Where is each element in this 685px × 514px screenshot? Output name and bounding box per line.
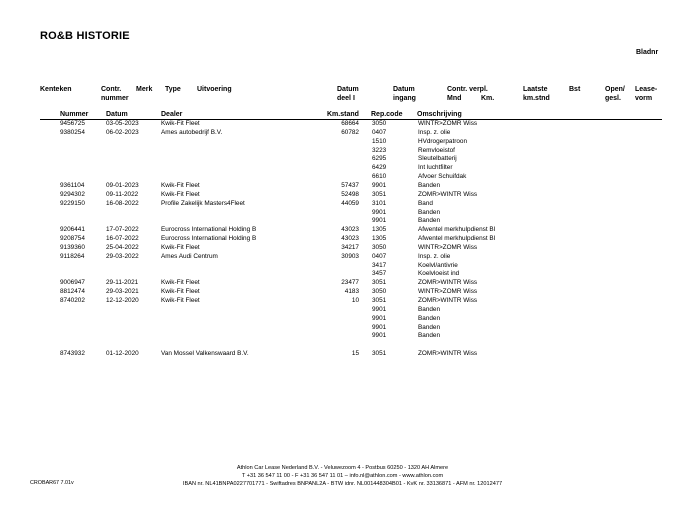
cell-omschrijving: Int luchtfilter — [418, 164, 453, 172]
cell-kmstand: 68664 — [341, 120, 359, 127]
cell-kmstand: 43023 — [341, 235, 359, 243]
cell-omschrijving: Banden — [418, 181, 441, 189]
cell-kmstand: 4183 — [344, 288, 359, 296]
form-version: CROBAR67 7.01v — [30, 480, 74, 486]
cell-omschrijving: ZOMR>WINTR Wiss — [418, 297, 478, 304]
cell-nummer: 9139360 — [60, 243, 85, 251]
cell-repcode: 9901 — [372, 208, 387, 216]
cell-kmstand: 52498 — [341, 190, 359, 198]
col-contr-verpl: Contr. verpl. Mnd — [447, 86, 488, 102]
cell-omschrijving: Banden — [418, 332, 441, 340]
cell-nummer: 9206441 — [60, 226, 85, 234]
footer-registration: IBAN nr. NL41BNPA0227701771 - Swiftadres BNPANL2A - BTW idnr. NL001448304B01 - KvK nr. 33136871 - AFM nr. 12012477 — [182, 481, 503, 487]
cell-repcode: 1305 — [372, 235, 387, 243]
cell-kmstand: 30903 — [341, 252, 359, 260]
cell-omschrijving: ZOMR>WINTR Wiss — [418, 279, 478, 287]
cell-omschrijving: WINTR>ZOMR Wiss — [418, 243, 478, 251]
cell-dealer: Kwik-Fit Fleet — [161, 190, 200, 198]
cell-repcode: 6295 — [372, 155, 387, 163]
cell-datum: 01-12-2020 — [106, 349, 139, 357]
cell-omschrijving: Banden — [418, 323, 441, 331]
cell-kmstand: 43023 — [341, 226, 359, 234]
col-nummer: Nummer — [60, 111, 89, 118]
cell-datum: 06-02-2023 — [106, 128, 139, 136]
col-dealer: Dealer — [161, 111, 183, 118]
cell-repcode: 9901 — [372, 332, 387, 340]
cell-repcode: 3050 — [372, 243, 387, 251]
cell-repcode: 3051 — [372, 279, 387, 287]
cell-datum: 09-01-2023 — [106, 181, 139, 189]
cell-repcode: 3223 — [372, 146, 387, 154]
cell-kmstand: 34217 — [341, 243, 359, 251]
cell-omschrijving: ZOMR>WINTR Wiss — [418, 349, 478, 357]
cell-kmstand: 44059 — [341, 199, 359, 207]
page-number-label: Bladnr — [636, 49, 659, 56]
cell-omschrijving: Band — [418, 199, 433, 207]
cell-repcode: 1510 — [372, 137, 387, 145]
cell-omschrijving: Banden — [418, 314, 441, 322]
col-omschrijving: Omschrijving — [417, 111, 462, 118]
col-lease-vorm: Lease- vorm — [635, 86, 658, 102]
cell-repcode: 9901 — [372, 217, 387, 225]
col-kmstand: Km.stand — [327, 111, 359, 118]
cell-dealer: Van Mossel Valkenswaard B.V. — [161, 349, 249, 357]
cell-kmstand: 57437 — [341, 181, 359, 189]
cell-datum: 03-05-2023 — [106, 120, 139, 127]
cell-datum: 16-07-2022 — [106, 235, 139, 243]
cell-omschrijving: Banden — [418, 217, 441, 225]
cell-nummer: 9118264 — [60, 252, 85, 260]
cell-omschrijving: Insp. z. olie — [418, 128, 451, 136]
cell-omschrijving: Banden — [418, 208, 441, 216]
cell-dealer: Kwik-Fit Fleet — [161, 297, 200, 304]
cell-repcode: 6429 — [372, 164, 387, 172]
cell-repcode: 9901 — [372, 314, 387, 322]
cell-repcode: 3051 — [372, 297, 387, 304]
cell-dealer: Kwik-Fit Fleet — [161, 181, 200, 189]
cell-datum: 29-11-2021 — [106, 279, 139, 287]
cell-repcode: 3417 — [372, 261, 387, 269]
cell-omschrijving: WINTR>ZOMR Wiss — [418, 120, 478, 127]
cell-dealer: Ames Audi Centrum — [161, 252, 218, 260]
cell-nummer: 8743932 — [60, 349, 85, 357]
cell-omschrijving: WINTR>ZOMR Wiss — [418, 288, 478, 296]
cell-repcode: 3457 — [372, 270, 387, 278]
cell-nummer: 9208754 — [60, 235, 85, 243]
col-kenteken: Kenteken — [40, 86, 72, 93]
footer-address: Athlon Car Lease Nederland B.V. - Veluwezoom 4 - Postbus 60250 - 1320 AH Almere — [236, 465, 449, 471]
cell-repcode: 1305 — [372, 226, 387, 234]
cell-kmstand: 60782 — [341, 128, 359, 136]
cell-dealer: Profile Zakelijk Masters4Fleet — [161, 199, 245, 207]
col-repcode: Rep.code — [371, 111, 403, 118]
cell-omschrijving: Afwentel merkhulpdienst BI — [418, 235, 496, 243]
col-uitvoering: Uitvoering — [197, 86, 232, 93]
cell-nummer: 9361104 — [60, 181, 85, 189]
col-contr-nummer: Contr. nummer — [101, 86, 129, 102]
cell-repcode: 0407 — [372, 128, 387, 136]
cell-omschrijving: Koelvl/antivrie — [418, 261, 458, 269]
cell-kmstand: 15 — [351, 349, 359, 357]
cell-datum: 16-08-2022 — [106, 199, 139, 207]
col-km: Km. — [481, 95, 495, 102]
cell-dealer: Eurocross International Holding B — [161, 235, 257, 243]
cell-omschrijving: Koelvloeist ind — [418, 270, 460, 278]
cell-datum: 29-03-2021 — [106, 288, 139, 296]
cell-omschrijving: Insp. z. olie — [418, 252, 451, 260]
cell-repcode: 3051 — [372, 349, 387, 357]
cell-nummer: 9006947 — [60, 279, 85, 287]
col-merk: Merk — [136, 86, 153, 93]
cell-kmstand: 23477 — [341, 279, 359, 287]
cell-nummer: 9229150 — [60, 199, 85, 207]
col-open-gesl: Open/ gesl. — [605, 86, 625, 102]
cell-repcode: 3101 — [372, 199, 387, 207]
cell-omschrijving: Afwentel merkhulpdienst BI — [418, 226, 496, 234]
cell-datum: 12-12-2020 — [106, 297, 139, 304]
cell-datum: 25-04-2022 — [106, 243, 139, 251]
col-type: Type — [165, 86, 181, 93]
col-bst: Bst — [569, 86, 581, 93]
footer-contact: T +31 36 547 11 00 - F +31 36 547 11 01 – info.nl@athlon.com - www.athlon.com — [241, 473, 444, 479]
cell-dealer: Kwik-Fit Fleet — [161, 243, 200, 251]
cell-omschrijving: Sleutelbatterij — [418, 155, 457, 163]
col-datum-ingang: Datum ingang — [393, 86, 416, 102]
page-title: RO&B HISTORIE — [40, 30, 130, 42]
cell-repcode: 6610 — [372, 173, 387, 181]
cell-nummer: 9456725 — [60, 120, 85, 127]
cell-omschrijving: ZOMR>WINTR Wiss — [418, 190, 478, 198]
cell-repcode: 3050 — [372, 120, 387, 127]
cell-dealer: Ames autobedrijf B.V. — [161, 128, 223, 136]
cell-kmstand: 10 — [351, 297, 359, 304]
cell-datum: 17-07-2022 — [106, 226, 139, 234]
cell-dealer: Eurocross International Holding B — [161, 226, 257, 234]
cell-omschrijving: Afvoer Schuifdak — [418, 173, 467, 181]
cell-nummer: 8740202 — [60, 297, 85, 304]
cell-dealer: Kwik-Fit Fleet — [161, 120, 200, 127]
col-datum: Datum — [106, 111, 128, 118]
cell-dealer: Kwik-Fit Fleet — [161, 279, 200, 287]
cell-datum: 29-03-2022 — [106, 252, 139, 260]
cell-repcode: 0407 — [372, 252, 387, 260]
cell-repcode: 9901 — [372, 323, 387, 331]
cell-repcode: 3051 — [372, 190, 387, 198]
cell-nummer: 9380254 — [60, 128, 85, 136]
cell-repcode: 3050 — [372, 288, 387, 296]
cell-omschrijving: Banden — [418, 305, 441, 313]
col-laatste-km: Laatste km.stnd — [523, 86, 550, 102]
cell-dealer: Kwik-Fit Fleet — [161, 288, 200, 296]
cell-nummer: 9294302 — [60, 190, 85, 198]
cell-repcode: 9901 — [372, 181, 387, 189]
col-datum-deel1: Datum deel I — [337, 86, 359, 102]
cell-nummer: 8812474 — [60, 288, 85, 296]
cell-repcode: 9901 — [372, 305, 387, 313]
cell-omschrijving: HVdrogerpatroon — [418, 137, 468, 145]
cell-datum: 09-11-2022 — [106, 190, 139, 198]
cell-omschrijving: Remvloeistof — [418, 146, 455, 154]
